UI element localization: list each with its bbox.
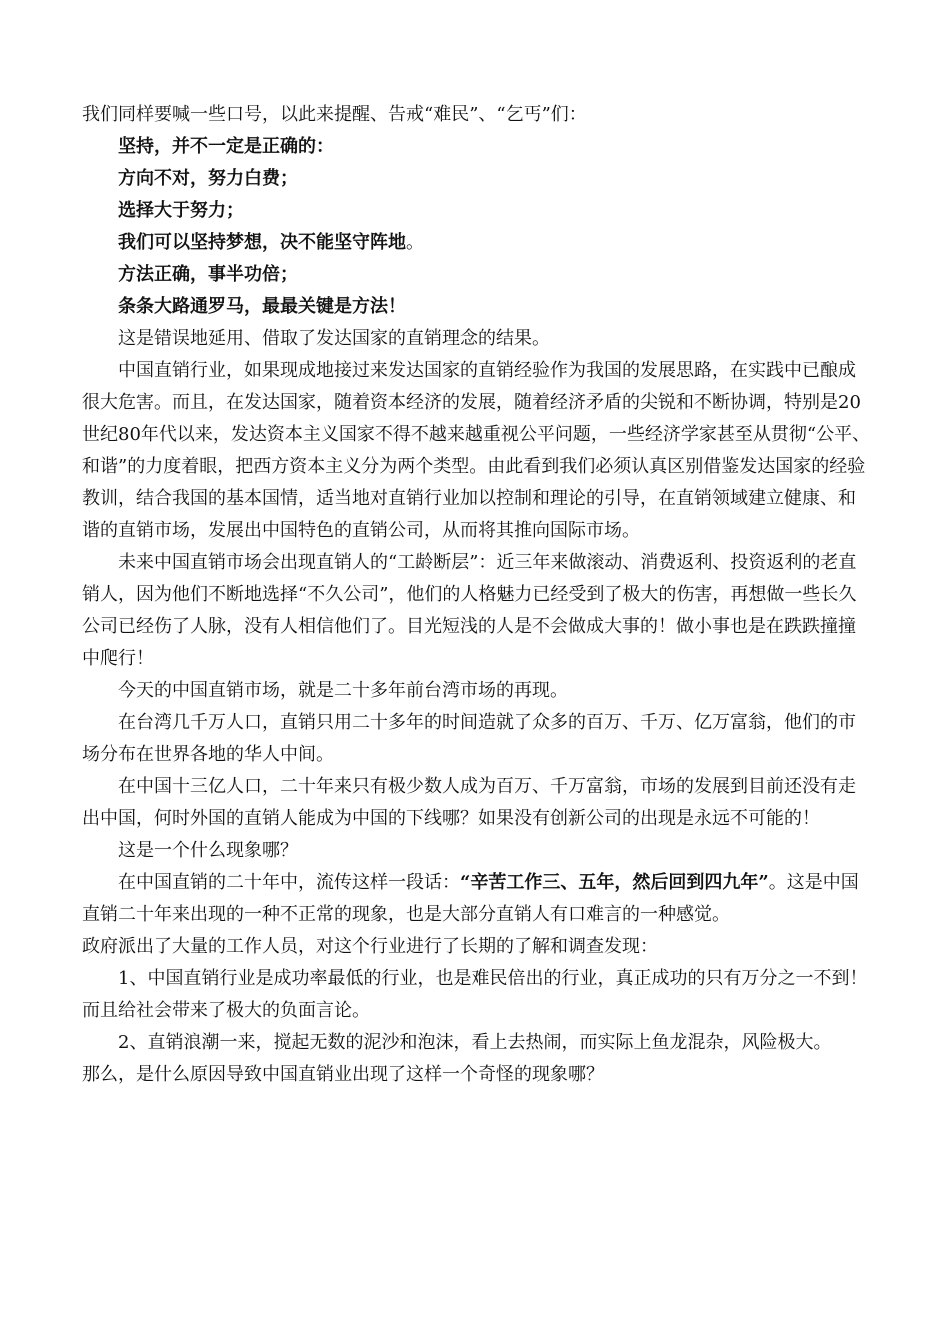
- paragraph: 在中国十三亿人口，二十年来只有极少数人成为百万、千万富翁，市场的发展到目前还没有走出中国，何时外国的直销人能成为中国的下线哪？如果没有创新公司的出现是永远不可能的！: [82, 776, 856, 829]
- paragraph: 在台湾几千万人口，直销只用二十多年的时间造就了众多的百万、千万、亿万富翁，他们的市场分布在世界各地的华人中间。: [82, 712, 856, 765]
- emphasis-quote: “辛苦工作三、五年，然后回到四九年”: [460, 872, 769, 893]
- slogan-line: 坚持，并不一定是正确的：: [118, 136, 334, 157]
- slogan-text: 我们可以坚持梦想，决不能坚守阵地: [118, 232, 406, 253]
- paragraph: 这是一个什么现象哪？: [118, 840, 298, 861]
- slogan-line: 方法正确，事半功倍；: [118, 264, 298, 285]
- slogan-punctuation: 。: [406, 232, 424, 253]
- paragraph: 今天的中国直销市场，就是二十多年前台湾市场的再现。: [118, 680, 568, 701]
- paragraph-no-indent: 政府派出了大量的工作人员，对这个行业进行了长期的了解和调查发现：: [82, 936, 658, 957]
- list-item: 2、直销浪潮一来，搅起无数的泥沙和泡沫，看上去热闹，而实际上鱼龙混杂，风险极大。: [118, 1032, 832, 1053]
- slogan-line: 方向不对，努力白费；: [118, 168, 298, 189]
- intro-line: 我们同样要喊一些口号，以此来提醒、告戒“难民”、“乞丐”们：: [82, 104, 587, 125]
- paragraph-no-indent: 那么，是什么原因导致中国直销业出现了这样一个奇怪的现象哪？: [82, 1064, 604, 1085]
- paragraph: 中国直销行业，如果现成地接过来发达国家的直销经验作为我国的发展思路，在实践中已酿成很大危害。而且，在发达国家，随着资本经济的发展，随着经济矛盾的尖锐和不断协调，特别是20世纪80年代以来，发达资本主义国家不得不越来越重视公平问题，一些经济学家甚至从贯彻“公平、和谐”的力度着眼，把西方资本主义分为两个类型。由此看到我们必须认真区别借鉴发达国家的经验教训，结合我国的基本国情，适当地对直销行业加以控制和理论的引导，在直销领域建立健康、和谐的直销市场，发展出中国特色的直销公司，从而将其推向国际市场。: [82, 360, 871, 541]
- paragraph: 未来中国直销市场会出现直销人的“工龄断层”：近三年来做滚动、消费返利、投资返利的老直销人，因为他们不断地选择“不久公司”，他们的人格魅力已经受到了极大的伤害，再想做一些长久公司已经伤了人脉，没有人相信他们了。目光短浅的人是不会做成大事的！做小事也是在跌跌撞撞中爬行！: [82, 552, 857, 669]
- paragraph-text: 。这是中国直销二十年来出现的一种不正常的现象，也是大部分直销人有口难言的一种感觉。: [82, 872, 859, 925]
- list-item: 1、中国直销行业是成功率最低的行业，也是难民倍出的行业，真正成功的只有万分之一不到！而且给社会带来了极大的负面言论。: [82, 968, 868, 1021]
- slogan-line-mixed: [82, 227, 872, 259]
- paragraph-text: 在中国直销的二十年中，流传这样一段话：: [118, 872, 460, 893]
- document-body: [82, 99, 872, 1091]
- slogan-line: 条条大路通罗马，最最关键是方法！: [118, 296, 406, 317]
- paragraph: 这是错误地延用、借取了发达国家的直销理念的结果。: [118, 328, 550, 349]
- paragraph-with-emphasis: [82, 867, 872, 931]
- slogan-line: 选择大于努力；: [118, 200, 244, 221]
